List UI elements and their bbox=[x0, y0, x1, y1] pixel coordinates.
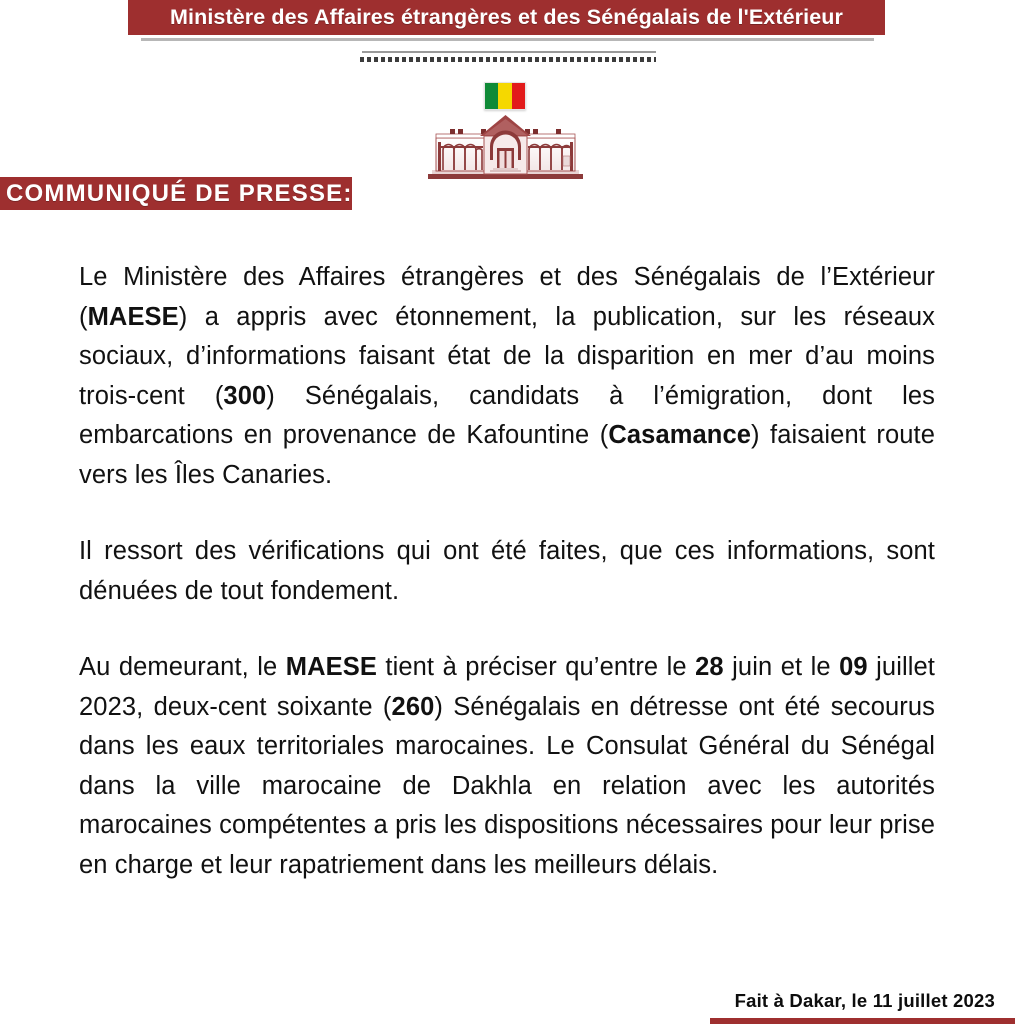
flag-band-green bbox=[485, 83, 498, 109]
press-release-label-text: COMMUNIQUÉ DE PRESSE: bbox=[6, 179, 353, 207]
government-palace-icon bbox=[424, 112, 587, 184]
press-release-body bbox=[79, 258, 935, 885]
place-and-date: Fait à Dakar, le 11 juillet 2023 bbox=[734, 990, 995, 1011]
paragraph-2: Il ressort des vérifications qui ont été faites, que ces informations, sont dénuées de tout fondement. bbox=[79, 537, 935, 605]
paragraph-3: Au demeurant, le MAESE tient à préciser qu’entre le 28 juin et le 09 juillet 2023, deux-cent soixante (260) Sénégalais en détresse ont été secourus dans les eaux territoriales marocaines. Le Consulat Général du Sénégal dans la ville marocaine de Dakhla en relation avec les autorités marocaines compétentes a pris les dispositions nécessaires pour leur prise en charge et leur rapatriement dans les meilleurs délais. bbox=[79, 653, 935, 879]
ministry-banner-underline bbox=[141, 38, 874, 41]
footer-accent-bar bbox=[710, 1018, 1015, 1024]
ministry-title-text: Ministère des Affaires étrangères et des Sénégalais de l'Extérieur bbox=[170, 5, 843, 29]
flag-band-red bbox=[512, 83, 525, 109]
flag-band-yellow bbox=[498, 83, 511, 109]
press-release-label-banner bbox=[0, 177, 352, 210]
senegal-flag-icon bbox=[484, 82, 526, 110]
dotted-divider bbox=[360, 57, 656, 62]
paragraph-1: Le Ministère des Affaires étrangères et des Sénégalais de l’Extérieur (MAESE) a appris avec étonnement, la publication, sur les réseaux sociaux, d’informations faisant état de la disparition en mer d’au moins trois-cent (300) Sénégalais, candidats à l’émigration, dont les embarcations en provenance de Kafountine (Casamance) faisaient route vers les Îles Canaries. bbox=[79, 263, 936, 489]
divider-thin-line bbox=[362, 51, 656, 53]
ministry-title-banner bbox=[128, 0, 885, 35]
